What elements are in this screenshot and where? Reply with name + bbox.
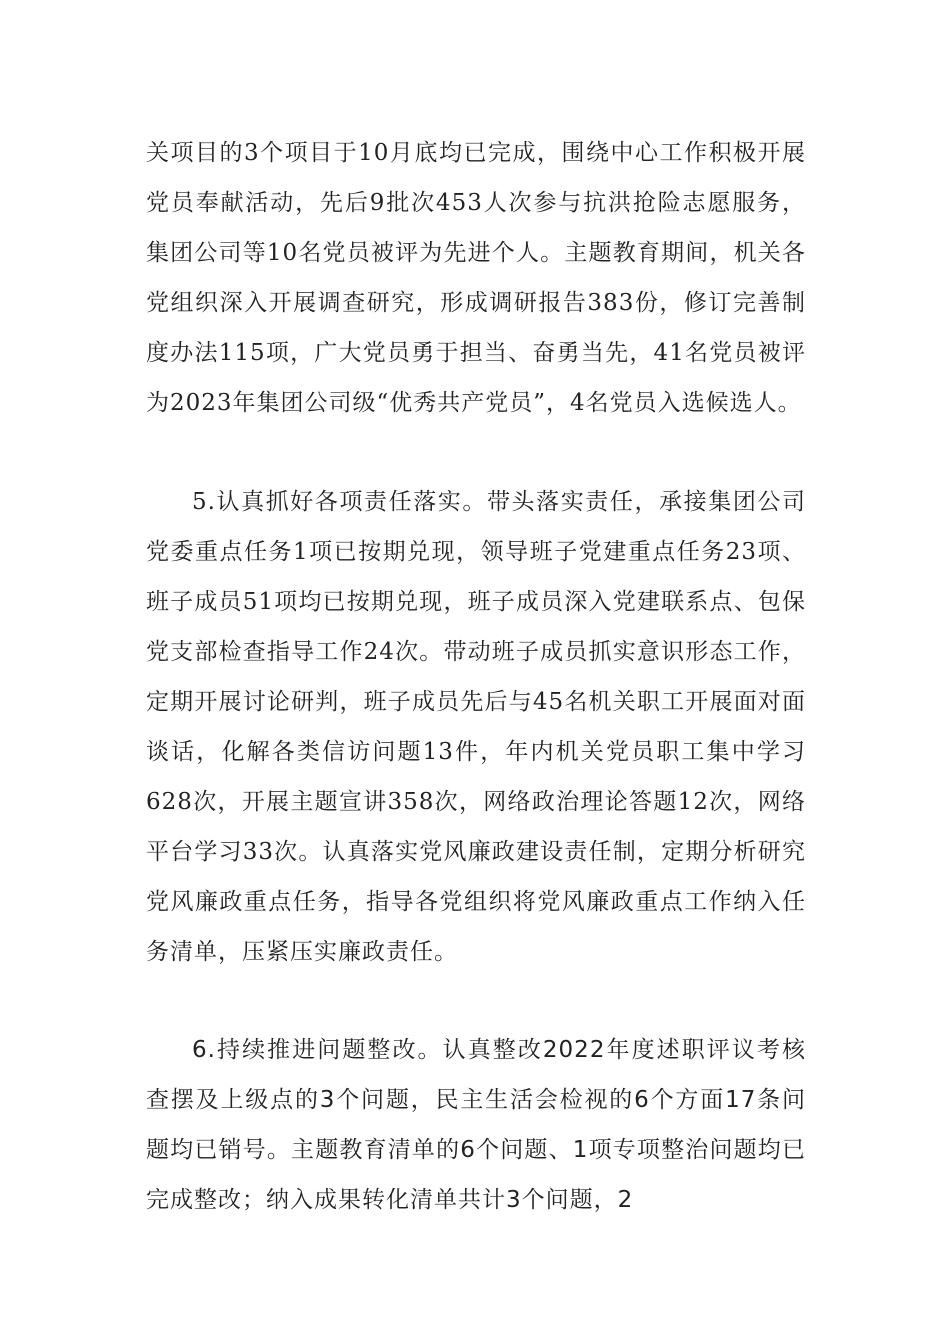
section-6-body: 认真整改2022年度述职评议考核查摆及上级点的3个问题，民主生活会检视的6个方面17条问题均已销号。主题教育清单的6个问题、1项专项整治问题均已完成整改；纳入成果转化清单共计3个问题，2	[146, 1037, 806, 1213]
paragraph-continuation	[146, 128, 806, 428]
section-5-body: 带头落实责任，承接集团公司党委重点任务1项已按期兑现，领导班子党建重点任务23项、班子成员51项均已按期兑现，班子成员深入党建联系点、包保党支部检查指导工作24次。带动班子成员抓实意识形态工作，定期开展讨论研判，班子成员先后与45名机关职工开展面对面谈话，化解各类信访问题13件，年内机关党员职工集中学习628次，开展主题宣讲358次，网络政治理论答题12次，网络平台学习33次。认真落实党风廉政建设责任制，定期分析研究党风廉政重点任务，指导各党组织将党风廉政重点工作纳入任务清单，压紧压实廉政责任。	[146, 489, 806, 965]
section-5-heading: 5.认真抓好各项责任落实。	[192, 489, 487, 515]
section-5-paragraph	[146, 477, 806, 977]
section-6-heading: 6.持续推进问题整改。	[192, 1037, 443, 1063]
section-6-paragraph	[146, 1025, 806, 1225]
paragraph-continuation-text: 关项目的3个项目于10月底均已完成，围绕中心工作积极开展党员奉献活动，先后9批次453人次参与抗洪抢险志愿服务，集团公司等10名党员被评为先进个人。主题教育期间，机关各党组织深入开展调查研究，形成调研报告383份，修订完善制度办法115项，广大党员勇于担当、奋勇当先，41名党员被评为2023年集团公司级“优秀共产党员”，4名党员入选候选人。	[146, 140, 806, 416]
